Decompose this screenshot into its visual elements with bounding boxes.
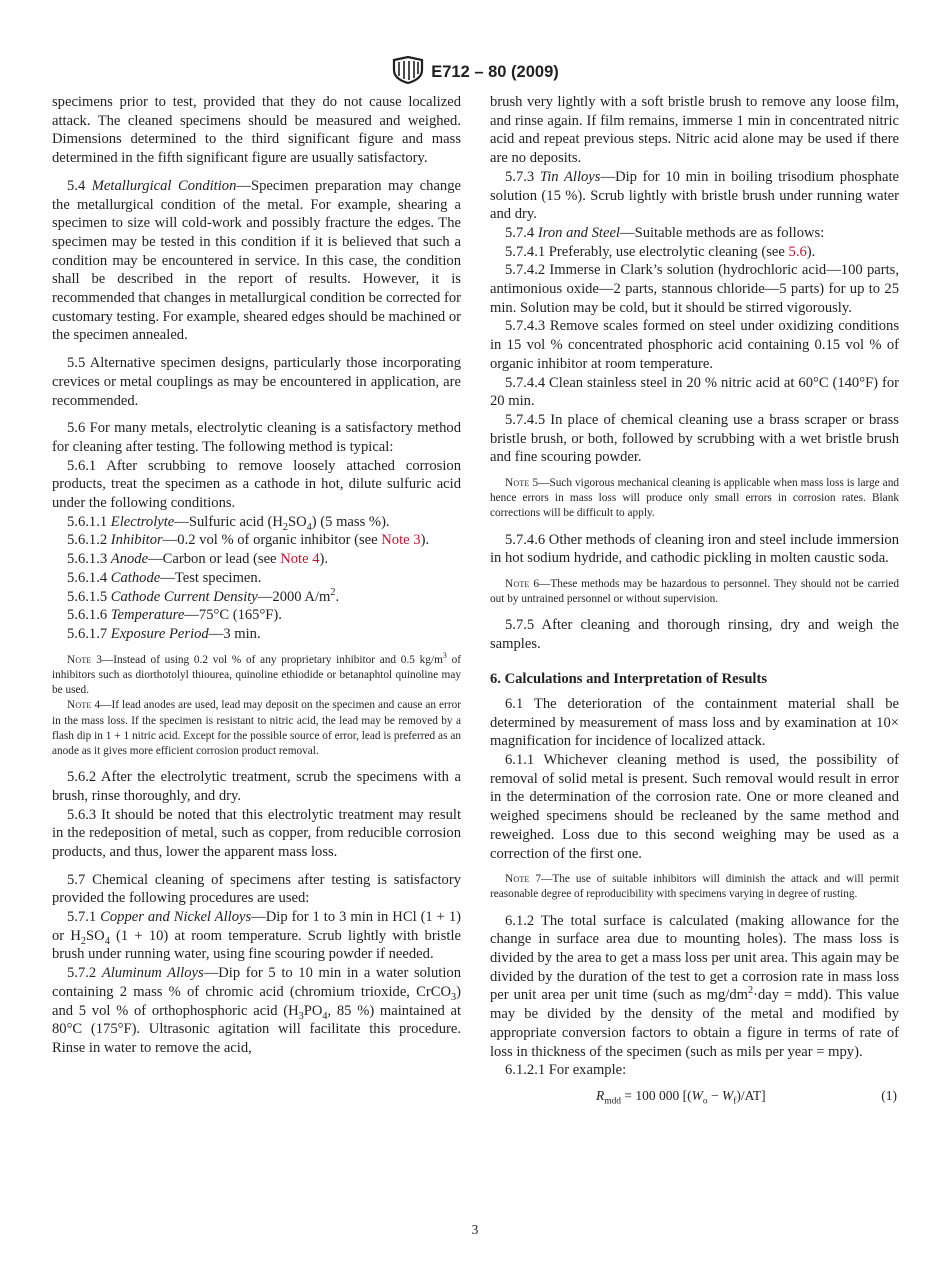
note-3-link[interactable]: Note 3 <box>381 532 421 549</box>
equation-1 <box>490 1086 899 1108</box>
section-5-7-4-1: 5.7.4.1 Preferably, use electrolytic cleaning (see 5.6). <box>505 243 816 260</box>
note-4: Note 4—If lead anodes are used, lead may deposit on the specimen and cause an error in the mass loss. If the specimen is resistant to nitric acid, the lead may be removed by a flash dip in 1 + 1 nitric acid. Except for the possible source of error, lead is preferred as an anode as it gives more efficient corrosion product removal. <box>52 699 461 757</box>
section-5-7-2: 5.7.2 Aluminum Alloys—Dip for 5 to 10 min in a water solution containing 2 mass % of chromic acid (chromium trioxide, CrCO$_3$) and 5 vol % of orthophosphoric acid ($H_3PO_4$, 85 %) maintained at 80°C (175°F). Ultrasonic agitation will facilitate this procedure. Rinse in water to remove the acid, <box>52 965 461 1056</box>
right-column <box>490 93 899 1108</box>
section-5-7: 5.7 Chemical cleaning of specimens after testing is satisfactory provided the following procedures are used: <box>52 871 461 907</box>
paragraph: brush very lightly with a soft bristle brush to remove any loose film, and rinse again. If film remains, immerse 1 min in concentrated nitric acid and repeat previous steps. Nitric acid alone may be used if there are no deposits. <box>490 94 899 167</box>
left-column <box>52 93 461 1058</box>
section-5-6-1-7: 5.6.1.7 Exposure Period—3 min. <box>67 625 261 642</box>
note-5: Note 5—Such vigorous mechanical cleaning is applicable when mass loss is large and hence errors in mass loss will produce only small errors in corrosion rates. Blank corrections will be difficult to apply. <box>490 477 899 520</box>
section-5-6-1-3: 5.6.1.3 Anode—Carbon or lead (see Note 4). <box>67 551 329 568</box>
section-5-7-1: 5.7.1 Copper and Nickel Alloys—Dip for 1 to 3 min in HCl (1 + 1) or $H_2SO_4$ (1 + 10) at room temperature. Scrub lightly with bristle brush under running water, using fine scouring powder if needed. <box>52 909 462 963</box>
note-6: Note 6—These methods may be hazardous to personnel. They should not be carried out by untrained personnel or without supervision. <box>490 578 899 606</box>
document-designation: E712 – 80 (2009) <box>431 63 559 81</box>
section-5-6-1-5: 5.6.1.5 Cathode Current Density—2000 $A/m^2$. <box>67 586 340 605</box>
section-6-1: 6.1 The deterioration of the containment material shall be determined by measurement of mass loss and by examination at 10× magnification for incidence of localized attack. <box>490 695 899 750</box>
section-5-6: 5.6 For many metals, electrolytic cleaning is a satisfactory method for cleaning after testing. The following method is typical: <box>52 420 461 455</box>
equation-number: (1) <box>881 1087 897 1103</box>
section-5-7-4-6: 5.7.4.6 Other methods of cleaning iron and steel include immersion in hot sodium hydride, and cathodic pickling in molten caustic soda. <box>490 531 899 567</box>
section-5-7-4: 5.7.4 Iron and Steel—Suitable methods are as follows: <box>505 224 825 241</box>
equation-body: $R_{mdd} = 100$ 000 $[(W_o - W_f)/AT]$ <box>596 1087 766 1107</box>
page-header <box>0 56 950 89</box>
section-5-6-1-6: 5.6.1.6 Temperature—75°C (165°F). <box>67 607 282 624</box>
section-6-1-2: 6.1.2 The total surface is calculated (making allowance for the change in surface area due to mounting holes). The mass loss is divided by the area to get a mass loss per unit area. This again may be divided by the duration of the test to get a corrosion rate in mass loss per unit area per unit time (such as $mg/dm^2\cdot day = mdd$). This value may be divided by the density of the metal and modified by appropriate conversion factors to obtain a figure in terms of rate of loss in thickness of the specimen (such as mils per year = mpy). <box>490 912 899 1060</box>
section-5-6-3: 5.6.3 It should be noted that this electrolytic treatment may result in the redeposition of metal, such as copper, from reducible corrosion products, and thus, lower the apparent mass loss. <box>52 806 461 860</box>
note-4-link[interactable]: Note 4 <box>280 551 320 568</box>
page-number: 3 <box>471 1222 479 1237</box>
note-3: Note 3—Instead of using 0.2 vol % of any proprietary inhibitor and 0.5 $kg/m^3$ of inhibitors such as diorthotolyl thiourea, quinoline ethiodide or betanaphtol quinoline may be used. <box>52 650 461 697</box>
section-6-1-1: 6.1.1 Whichever cleaning method is used, the possibility of removal of solid metal is present. Such removal would result in error in the determination of the corrosion rate. One or more cleaned and weighed specimens should be recleaned by the same method and reweighed. Loss due to this second weighing may be used as a correction of the first one. <box>490 752 899 862</box>
astm-logo-icon <box>391 56 425 89</box>
section-5-7-4-2: 5.7.4.2 Immerse in Clark’s solution (hydrochloric acid—100 parts, antimonious oxide—2 parts, stannous chloride—5 parts) for up to 25 min. Solution may be cold, but it should be stirred vigorously. <box>490 262 899 316</box>
section-5-6-1-2: 5.6.1.2 Inhibitor—0.2 vol % of organic inhibitor (see Note 3). <box>67 532 430 549</box>
paragraph: specimens prior to test, provided that they do not cause localized attack. The cleaned specimens should be measured and weighed. Dimensions determined to the third significant figure and mass determined in the fifth significant figure are usually satisfactory. <box>52 94 461 167</box>
section-5-6-1-1: 5.6.1.1 Electrolyte—Sulfuric acid $(H_2SO_4)$ (5 mass %). <box>67 513 390 533</box>
section-6-1-2-1: 6.1.2.1 For example: <box>505 1062 627 1079</box>
section-5-4: 5.4 Metallurgical Condition—Specimen preparation may change the metallurgical condition of the metal. For example, shearing a specimen to size will cold-work and possibly fracture the edges. The specimen may be tested in this condition if it is believed that such a condition may be encountered in service. In this case, the condition shall be described in the report of results. However, it is recommended that changes in metallurgical condition be corrected for customary testing. For example, sheared edges should be machined or the specimen annealed. <box>52 177 462 344</box>
section-5-7-4-3: 5.7.4.3 Remove scales formed on steel under oxidizing conditions in 15 vol % concentrated phosphoric acid containing 0.15 vol % of organic inhibitor at room temperature. <box>490 318 899 372</box>
section-5-7-5: 5.7.5 After cleaning and thorough rinsing, dry and weigh the samples. <box>490 617 899 653</box>
section-5-6-1-4: 5.6.1.4 Cathode—Test specimen. <box>67 569 262 586</box>
section-5-6-1: 5.6.1 After scrubbing to remove loosely attached corrosion products, treat the specimen as a cathode in hot, dilute sulfuric acid under the following conditions. <box>52 457 461 512</box>
note-7: Note 7—The use of suitable inhibitors will diminish the attack and will permit reasonable degree of reproducibility with specimens varying in degree of rusting. <box>490 873 899 901</box>
section-6-heading: 6. Calculations and Interpretation of Results <box>490 670 768 687</box>
section-5-6-2: 5.6.2 After the electrolytic treatment, scrub the specimens with a brush, rinse thoroughly, and dry. <box>52 769 461 804</box>
section-5-7-4-4: 5.7.4.4 Clean stainless steel in 20 % nitric acid at 60°C (140°F) for 20 min. <box>490 374 899 410</box>
section-5-7-4-5: 5.7.4.5 In place of chemical cleaning use a brass scraper or brass bristle brush, or both, followed by scrubbing with a wet bristle brush and fine scouring powder. <box>490 411 899 466</box>
section-5-7-3: 5.7.3 Tin Alloys—Dip for 10 min in boiling trisodium phosphate solution (15 %). Scrub lightly with bristle brush under running water and dry. <box>490 168 899 223</box>
section-5-6-link[interactable]: 5.6 <box>788 243 807 260</box>
section-5-5: 5.5 Alternative specimen designs, particularly those incorporating crevices or metal couplings as may be encountered in application, are recommended. <box>52 355 461 409</box>
